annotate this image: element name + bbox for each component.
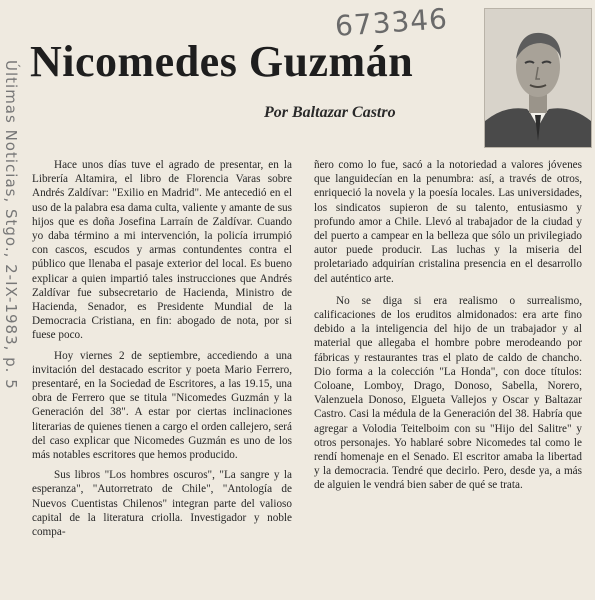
paragraph: Hace unos días tuve el agrado de presentar, en la Librería Altamira, el libro de Florencia Varas sobre Andrés Zaldívar: "Exilio en Madrid". Me antecedió en el uso de la palabra esa dama culta, valiente y amante de sus hijos que es doña Josefina Larraín de Zaldívar. Cuando yo daba término a mi intervención, la policía irrumpió con cascos, escudos y armas contundentes contra el público que llenaba el pasaje exterior del local. Es bueno explicar a quien impartió tales instrucciones que Andrés Zaldívar fue subsecretario de Hacienda, Ministro de Hacienda, Senador, es Presidente Mundial de la Democracia Cristiana, en fin: abogado de nota, por si fuese poco. [32, 159, 292, 342]
article-column-left [32, 158, 292, 545]
paragraph: ñero como lo fue, sacó a la notoriedad a valores jóvenes que languidecían en la penumbra: así, a través de otros, enriqueció la novela y la poesía locales. Las universidades, los sindicatos supieron de su talento, entusiasmo y profundo amor a Chile. Llevó al trabajador de la ciudad y del puerto a campear en la belleza que sólo un privilegiado autor puede producir. Las luchas y la miseria del proletariado adquirían cristalina presencia en el desarrollo del auténtico arte. [314, 159, 582, 285]
article-title: Nicomedes Guzmán [30, 37, 414, 86]
article-column-right [314, 158, 582, 499]
portrait-illustration [485, 9, 591, 147]
paragraph: Sus libros "Los hombres oscuros", "La sangre y la esperanza", "Autorretrato de Chile", "Antología de Nuevos Cuentistas Chilenos" integran parte del valioso capital de la literatura criolla. Investigador y noble compa- [32, 469, 292, 539]
paragraph: Hoy viernes 2 de septiembre, accediendo a una invitación del destacado escritor y poeta Mario Ferrero, presentaré, en la Sociedad de Escritores, a las 19.15, una obra de Ferrero que se titula "Nicomedes Guzmán y la Generación del 38". A estar por ciertas inclinaciones literarias de quienes tienen a cargo el orden callejero, será del caso explicar que Nicomedes Guzmán es uno de los más notables escritores que hemos producido. [32, 349, 292, 462]
handwritten-margin-note: Últimas Noticias, Stgo., 2-IX-1983, p. 5 [2, 60, 20, 390]
author-portrait-photo [484, 8, 592, 148]
handwritten-archive-number: 673346 [333, 2, 449, 43]
paragraph: No se diga si era realismo o surrealismo, calificaciones de los eruditos almidonados: era arte fino debido a la inteligencia del hijo de un trabajador y al material que allegaba el hombre pobre merodeando por fábricas y restaurantes tras el plato de caldo de chancho. Dio forma a la colección "La Honda", con doce títulos: Coloane, Lomboy, Drago, Donoso, Sabella, Norero, Valenzuela Donoso, Elgueta Vallejos y Oscar y Baltazar Castro. Casi la médula de la Generación del 38. Habría que agregar a Volodia Teitelboim con su "Hijo del Salitre" y otros personajes. Yo hablaré sobre Nicomedes tal como le rendí homenaje en el Senado. El escritor amaba la libertad y la democracia. Tendré que decirlo. Pero, desde ya, a más de alguien le vendrá bien saber de qué se trata. [314, 294, 582, 492]
article-byline: Por Baltazar Castro [264, 104, 396, 121]
